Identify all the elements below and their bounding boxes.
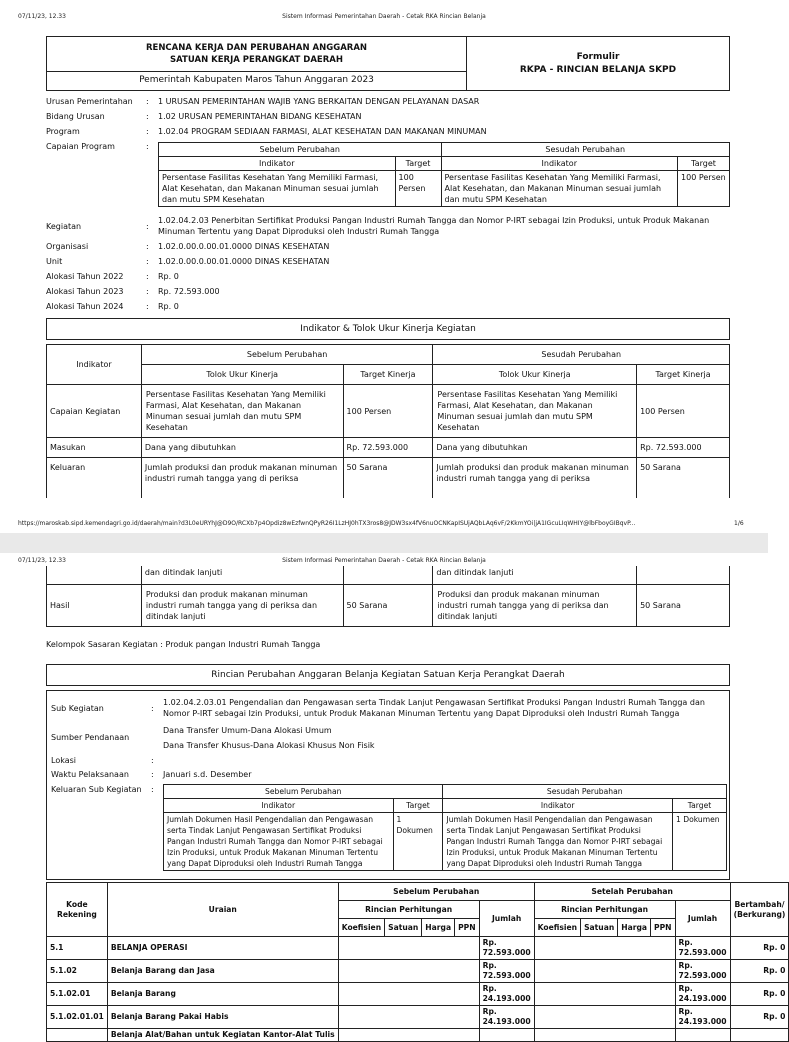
- indikator-row-masukan: Masukan Dana yang dibutuhkan Rp. 72.593.000 Dana yang dibutuhkan Rp. 72.593.000: [47, 438, 730, 458]
- info-organisasi: Organisasi : 1.02.0.00.0.00.01.0000 DINAS KESEHATAN: [46, 242, 330, 251]
- print-page-title: Sistem Informasi Pemerintahan Daerah - Cetak RKA Rincian Belanja: [282, 13, 486, 20]
- kelompok-sasaran: Kelompok Sasaran Kegiatan : Produk pangan Industri Rumah Tangga: [46, 640, 321, 649]
- print-page-title-2: Sistem Informasi Pemerintahan Daerah - Cetak RKA Rincian Belanja: [282, 557, 486, 564]
- info-bidang: Bidang Urusan : 1.02 URUSAN PEMERINTAHAN BIDANG KESEHATAN: [46, 112, 362, 121]
- title-line-2: SATUAN KERJA PERANGKAT DAERAH: [170, 55, 343, 65]
- info-alokasi-2024: Alokasi Tahun 2024 : Rp. 0: [46, 302, 179, 311]
- title-line-1: RENCANA KERJA DAN PERUBAHAN ANGGARAN: [145, 43, 368, 53]
- indikator-row-keluaran: Keluaran Jumlah produksi dan produk makanan minuman industri rumah tangga yang di periksa 50 Sarana Jumlah produksi dan produk makanan minuman industri rumah tangga yang di periksa 50 Sarana: [47, 458, 730, 498]
- sub-kegiatan-row: Sub Kegiatan : 1.02.04.2.03.01 Pengendalian dan Pengawasan serta Tindak Lanjut Pengawasan Sertifikat Produksi Pangan Industri Rumah Tangga dan Nomor P-IRT sebagai Izin Produksi, untuk Produk Makanan Minuman Tertentu yang Dapat Diproduksi oleh Industri Rumah Tangga: [51, 698, 705, 718]
- keluaran-sub-table: Sebelum Perubahan Sesudah Perubahan Indikator Target Indikator Target Jumlah Dokumen Hasil Pengendalian dan Pengawasan serta Tindak Lanjut Pengawasan Sertifikat Produksi Pangan Industri Rumah Tangga dan Nomor P-IRT sebagai Izin Produksi, untuk Produk Makanan Minuman Tertentu yang Dapat Diproduksi oleh Industri Rumah Tangga 1 Dokumen Jumlah Dokumen Hasil Pengendalian dan Pengawasan serta Tindak Lanjut Pengawasan Sertifikat Produksi Pangan Industri Rumah Tangga dan Nomor P-IRT sebagai Izin Produksi, untuk Produk Makanan Minuman Tertentu yang Dapat Diproduksi oleh Industri Rumah Tangga 1 Dokumen: [163, 784, 727, 871]
- capaian-program-table: Sebelum Perubahan Sesudah Perubahan Indikator Target Indikator Target Persentase Fasilitas Kesehatan Yang Memiliki Farmasi, Alat Kesehatan, dan Makanan Minuman sesuai jumlah dan mutu SPM Kesehatan 100 Persen Persentase Fasilitas Kesehatan Yang Memiliki Farmasi, Alat Kesehatan, dan Makanan Minuman sesuai jumlah dan mutu SPM Kesehatan 100 Persen: [158, 142, 730, 207]
- title-subtitle: Pemerintah Kabupaten Maros Tahun Anggaran 2023: [139, 75, 374, 85]
- form-title: RKPA - RINCIAN BELANJA SKPD: [519, 64, 677, 75]
- indikator-section-title: Indikator & Tolok Ukur Kinerja Kegiatan: [46, 318, 730, 340]
- indikator-table: Indikator Sebelum Perubahan Sesudah Perubahan Tolok Ukur Kinerja Target Kinerja Tolok Ukur Kinerja Target Kinerja Capaian Kegiatan Persentase Fasilitas Kesehatan Yang Memiliki Farmasi, Alat Kesehatan, dan Makanan Minuman sesuai jumlah dan mutu SPM Kesehatan 100 Persen Persentase Fasilitas Kesehatan Yang Memiliki Farmasi, Alat Kesehatan, dan Makanan Minuman sesuai jumlah dan mutu SPM Kesehatan 100 Persen Masukan Dana yang dibutuhkan Rp. 72.593.000 Dana yang dibutuhkan Rp. 72.593.000 Keluaran Jumlah produksi dan produk makanan minuman industri rumah tangga yang di periksa 50 Sarana Jumlah produksi dan produk makanan minuman industri rumah tangga yang di periksa 50 Sarana: [46, 344, 730, 498]
- info-alokasi-2023: Alokasi Tahun 2023 : Rp. 72.593.000: [46, 287, 220, 296]
- info-kegiatan: Kegiatan : 1.02.04.2.03 Penerbitan Sertifikat Produksi Pangan Industri Rumah Tangga dan Nomor P-IRT sebagai Izin Produksi, untuk Produk Makanan Minuman Tertentu yang Dapat Diproduksi oleh Industri Rumah Tangga: [46, 216, 710, 236]
- belanja-row-partial: Belanja Alat/Bahan untuk Kegiatan Kantor-Alat Tulis: [47, 1029, 789, 1042]
- indikator-row-capaian: Capaian Kegiatan Persentase Fasilitas Kesehatan Yang Memiliki Farmasi, Alat Kesehatan, dan Makanan Minuman sesuai jumlah dan mutu SPM Kesehatan 100 Persen Persentase Fasilitas Kesehatan Yang Memiliki Farmasi, Alat Kesehatan, dan Makanan Minuman sesuai jumlah dan mutu SPM Kesehatan 100 Persen: [47, 385, 730, 438]
- belanja-table: Kode Rekening Uraian Sebelum Perubahan Setelah Perubahan Bertambah/ (Berkurang) Rincian Perhitungan Jumlah Rincian Perhitungan Jumlah Koefisien Satuan Harga PPN Koefisien Satuan Harga PPN 5.1 BELANJA OPERASI Rp. 72.593.000 Rp. 72.593.000 Rp. 0 5.1.02 Belanja Barang dan Jasa Rp. 72.593.000 Rp. 72.593.000 Rp. 0 5.1.02.01 Belanja Barang Rp. 24.193.000 Rp. 24.193.000 Rp. 0 5.1.02.01.01 Belanja Barang Pakai Habis Rp. 24.193.000 Rp. 24.193.000 Rp. 0 Belanja Alat/Bahan untuk Kegiatan Kantor-Alat Tulis: [46, 882, 789, 1042]
- kegiatan-info: [46, 215, 730, 312]
- print-timestamp: 07/11/23, 12.33: [18, 13, 66, 20]
- sub-kegiatan-block: [46, 690, 730, 880]
- belanja-row: 5.1 BELANJA OPERASI Rp. 72.593.000 Rp. 72.593.000 Rp. 0: [47, 937, 789, 960]
- info-program: Program : 1.02.04 PROGRAM SEDIAAN FARMASI, ALAT KESEHATAN DAN MAKANAN MINUMAN: [46, 127, 487, 136]
- belanja-row: 5.1.02.01.01 Belanja Barang Pakai Habis Rp. 24.193.000 Rp. 24.193.000 Rp. 0: [47, 1006, 789, 1029]
- info-unit: Unit : 1.02.0.00.0.00.01.0000 DINAS KESEHATAN: [46, 257, 330, 266]
- indikator-row-hasil: Hasil Produksi dan produk makanan minuman industri rumah tangga yang di periksa dan ditindak lanjuti 50 Sarana Produksi dan produk makanan minuman industri rumah tangga yang di periksa dan ditindak lanjuti 50 Sarana: [47, 584, 730, 626]
- keluaran-sub-label: Keluaran Sub Kegiatan :: [51, 785, 154, 794]
- rka-title-block: [46, 36, 730, 91]
- form-label: Formulir: [576, 51, 620, 62]
- belanja-row: 5.1.02.01 Belanja Barang Rp. 24.193.000 Rp. 24.193.000 Rp. 0: [47, 983, 789, 1006]
- info-capaian: Capaian Program :: [46, 142, 149, 151]
- indikator-table-continued: dan ditindak lanjuti dan ditindak lanjuti Hasil Produksi dan produk makanan minuman industri rumah tangga yang di periksa dan ditindak lanjuti 50 Sarana Produksi dan produk makanan minuman industri rumah tangga yang di periksa dan ditindak lanjuti 50 Sarana: [46, 566, 730, 627]
- page-separator: [0, 533, 768, 553]
- print-footer-url: https://maroskab.sipd.kemendagri.go.id/daerah/main?d3L0eURYhJ@D9O/RCXb7p4Opdiz8wEzfwnQPyR26I1LzHJ0hTX3ros8@JDW3sx4fV6nuOCNKapISUjAQbLAq6vF/2KkmYOi|jA1IGcuLIqWHIY@lbFboyGIBqvP...: [18, 520, 636, 527]
- info-alokasi-2022: Alokasi Tahun 2022 : Rp. 0: [46, 272, 179, 281]
- lokasi-row: Lokasi :: [51, 756, 154, 765]
- waktu-row: Waktu Pelaksanaan : Januari s.d. Desember: [51, 770, 252, 779]
- rincian-section-title: Rincian Perubahan Anggaran Belanja Kegiatan Satuan Kerja Perangkat Daerah: [46, 664, 730, 686]
- sumber-pendanaan-row: Sumber Pendanaan Dana Transfer Umum-Dana Alokasi Umum Dana Transfer Khusus-Dana Alokasi Khusus Non Fisik: [51, 726, 375, 750]
- info-urusan: Urusan Pemerintahan : 1 URUSAN PEMERINTAHAN WAJIB YANG BERKAITAN DENGAN PELAYANAN DASAR: [46, 97, 480, 106]
- belanja-row: 5.1.02 Belanja Barang dan Jasa Rp. 72.593.000 Rp. 72.593.000 Rp. 0: [47, 960, 789, 983]
- print-timestamp-2: 07/11/23, 12.33: [18, 557, 66, 564]
- page-number: 1/6: [734, 520, 744, 527]
